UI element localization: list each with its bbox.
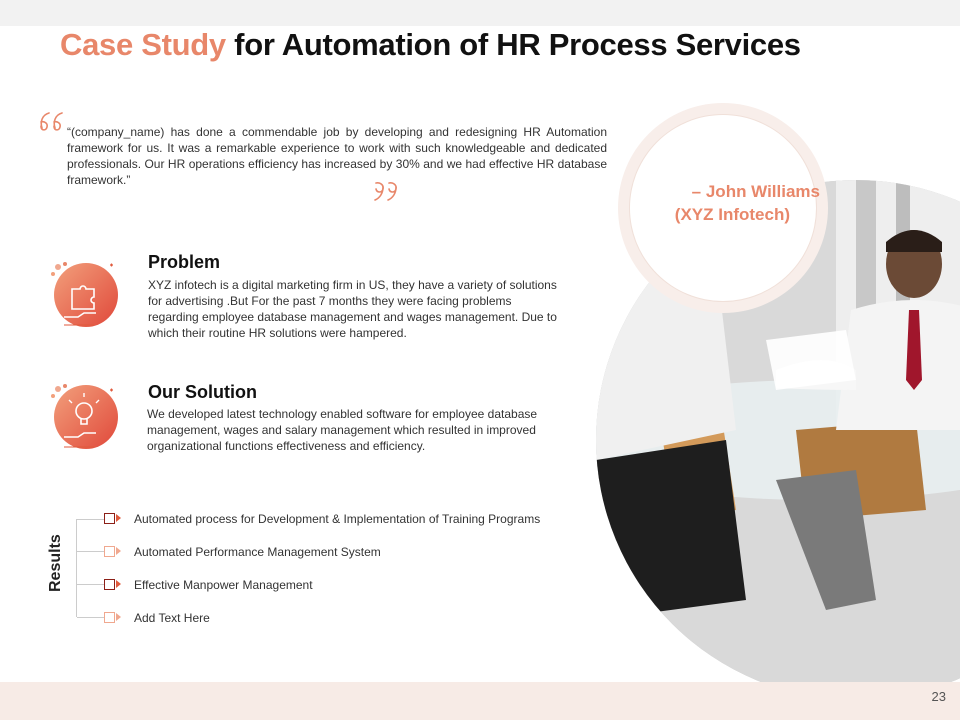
result-box-icon — [104, 612, 115, 623]
result-text: Automated process for Development & Implementation of Training Programs — [134, 512, 541, 526]
lightbulb-hand-icon — [42, 377, 122, 457]
result-text: Automated Performance Management System — [134, 545, 381, 559]
result-box-icon — [104, 546, 115, 557]
page-number: 23 — [931, 689, 946, 704]
result-box-icon — [104, 579, 115, 590]
testimonial-quote: “(company_name) has done a commendable job by developing and redesigning HR Automation framework for us. It was a remarkable experience to work with such knowledgeable and dedicated professionals. Our HR operations efficiency has increased by 30% and we had effective HR database framework.” — [67, 125, 607, 187]
result-text: Effective Manpower Management — [134, 578, 313, 592]
result-text: Add Text Here — [134, 611, 210, 625]
caret-right-icon — [116, 613, 121, 621]
result-box-icon — [104, 513, 115, 524]
caret-right-icon — [116, 514, 121, 522]
quote-company: (XYZ Infotech) — [674, 205, 790, 224]
quote-open-icon — [38, 106, 68, 136]
problem-text: XYZ infotech is a digital marketing firm in US, they have a variety of solutions for advertising .But For the past 7 months they were facing problems regarding employee database management and wages management. Due to which their routine HR solutions were hampered. — [148, 278, 557, 340]
problem-title: Problem — [148, 252, 221, 272]
solution-title: Our Solution — [148, 382, 257, 402]
title-rest: for Automation of HR Process Services — [234, 27, 801, 62]
title-accent: Case Study — [60, 27, 226, 62]
quote-close-icon — [372, 177, 402, 205]
slide-title — [60, 27, 801, 63]
solution-text: We developed latest technology enabled software for employee database management, wages and salary management which resulted in improved organizational functions effectiveness and efficiency. — [147, 407, 538, 453]
results-label: Results — [47, 534, 64, 592]
footer-band — [0, 682, 960, 720]
caret-right-icon — [116, 547, 121, 555]
top-band — [0, 0, 960, 26]
puzzle-hand-icon — [42, 255, 122, 335]
quote-author: – John Williams — [691, 182, 820, 201]
caret-right-icon — [116, 580, 121, 588]
results-bracket — [76, 519, 107, 617]
